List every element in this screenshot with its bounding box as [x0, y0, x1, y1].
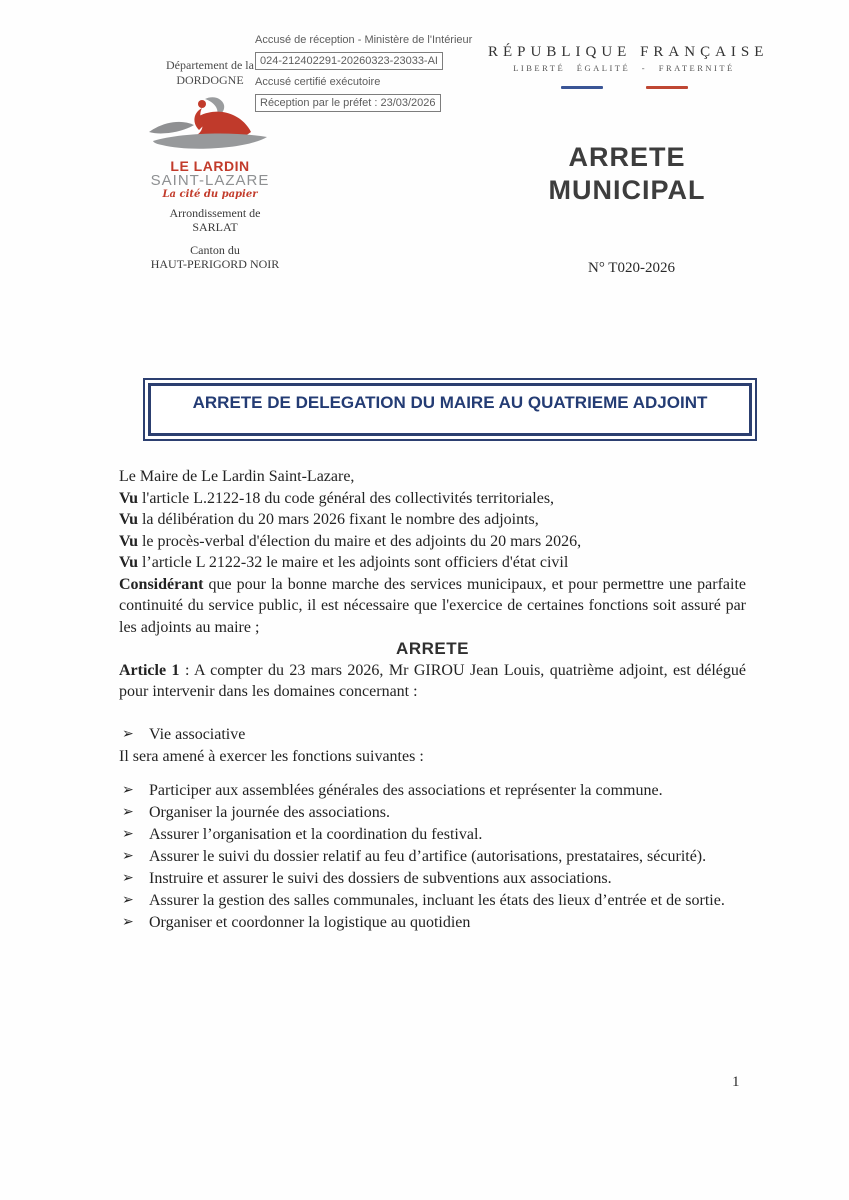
arrowhead-bullet-icon: ➢ — [122, 871, 134, 886]
function-item — [119, 846, 746, 868]
function-item-text: Instruire et assurer le suivi des dossiers de subventions aux associations. — [149, 870, 612, 887]
function-item-text: Assurer la gestion des salles communales, incluant les états des lieux d’entrée et de sortie. — [149, 892, 725, 909]
article-1-paragraph: Article 1 : A compter du 23 mars 2026, Mr GIROU Jean Louis, quatrième adjoint, est délégué pour intervenir dans les domaines concernant : — [119, 661, 747, 700]
vu-line: Vu la délibération du 20 mars 2026 fixant le nombre des adjoints, — [119, 511, 539, 528]
function-item — [119, 802, 746, 824]
function-item-text: Participer aux assemblées générales des associations et représenter la commune. — [149, 782, 663, 799]
logo-commune-name-line1: LE LARDIN — [170, 158, 250, 174]
flag-red-segment — [646, 86, 688, 89]
page-number: 1 — [732, 1074, 740, 1090]
canton-block — [135, 243, 295, 271]
function-item — [119, 824, 746, 846]
function-item — [119, 890, 746, 912]
republique-motto: LIBERTÉ ÉGALITÉ - FRATERNITÉ — [513, 63, 735, 73]
function-item-text: Organiser et coordonner la logistique au quotidien — [149, 914, 471, 931]
document-type-line1: ARRETE — [568, 142, 686, 172]
vu-line: Vu le procès-verbal d'élection du maire et des adjoints du 20 mars 2026, — [119, 532, 582, 550]
arrowhead-bullet-icon: ➢ — [122, 849, 134, 864]
title-box — [143, 378, 757, 441]
document-number: N° T020-2026 — [588, 260, 675, 276]
logo-tagline: La cité du papier — [162, 189, 258, 200]
arrondissement-block — [150, 206, 280, 234]
republique-title: RÉPUBLIQUE FRANÇAISE — [488, 44, 769, 60]
function-item-text: Organiser la journée des associations. — [149, 804, 390, 821]
canton-line1: Canton du — [190, 243, 240, 257]
paper-boat-logo-icon — [147, 96, 273, 154]
function-item-text: Assurer l’organisation et la coordination du festival. — [149, 826, 483, 843]
stamp-line-executoire: Accusé certifié exécutoire — [255, 76, 381, 88]
considerant-paragraph: Considérant que pour la bonne marche des services municipaux, et pour permettre une parfaite continuité du service public, il est nécessaire que l'exercice de certaines fonctions soit assuré par les adjoints au maire ; — [119, 575, 746, 636]
arrowhead-bullet-icon: ➢ — [122, 783, 134, 798]
stamp-prefect-date: Réception par le préfet : 23/03/2026 — [255, 94, 441, 112]
department-name: DORDOGNE — [176, 73, 244, 87]
stamp-line-reception: Accusé de réception - Ministère de l'Intérieur — [255, 34, 473, 46]
document-type-line2: MUNICIPAL — [548, 175, 706, 205]
commune-logo — [146, 96, 274, 201]
republique-block — [488, 44, 769, 89]
arrowhead-bullet-icon: ➢ — [122, 726, 134, 742]
function-item — [119, 868, 746, 890]
arrondissement-line1: Arrondissement de — [169, 206, 261, 220]
functions-list — [119, 780, 746, 934]
arrete-heading: ARRETE — [396, 639, 469, 658]
logo-commune-name-line2: SAINT-LAZARE — [150, 172, 270, 189]
arrowhead-bullet-icon: ➢ — [122, 915, 134, 930]
flag-blue-segment — [561, 86, 603, 89]
department-line1: Département de la — [166, 58, 254, 72]
canton-name: HAUT-PERIGORD NOIR — [150, 257, 280, 271]
reception-stamp — [255, 30, 472, 114]
vu-line: Vu l'article L.2122-18 du code général des collectivités territoriales, — [119, 489, 555, 507]
document-body — [119, 466, 746, 934]
vu-line: Vu l’article L 2122-32 le maire et les adjoints sont officiers d'état civil — [119, 554, 569, 571]
arrowhead-bullet-icon: ➢ — [122, 827, 134, 842]
domain-item-text: Vie associative — [149, 725, 246, 743]
document-title: ARRETE DE DELEGATION DU MAIRE AU QUATRIEME ADJOINT — [148, 383, 752, 436]
arrowhead-bullet-icon: ➢ — [122, 893, 134, 908]
intro-line: Le Maire de Le Lardin Saint-Lazare, — [119, 468, 355, 485]
domain-item — [119, 724, 746, 746]
department-block — [148, 58, 272, 88]
function-item — [119, 912, 746, 934]
function-item — [119, 780, 746, 802]
arrowhead-bullet-icon: ➢ — [122, 805, 134, 820]
document-type-heading — [518, 141, 736, 207]
arrondissement-name: SARLAT — [192, 220, 238, 234]
stamp-reference-number: 024-212402291-20260323-23033-AI — [255, 52, 443, 70]
functions-intro: Il sera amené à exercer les fonctions suivantes : — [119, 747, 424, 765]
function-item-text: Assurer le suivi du dossier relatif au feu d’artifice (autorisations, prestataires, sécurité). — [149, 848, 707, 865]
french-flag-icon — [488, 86, 760, 89]
